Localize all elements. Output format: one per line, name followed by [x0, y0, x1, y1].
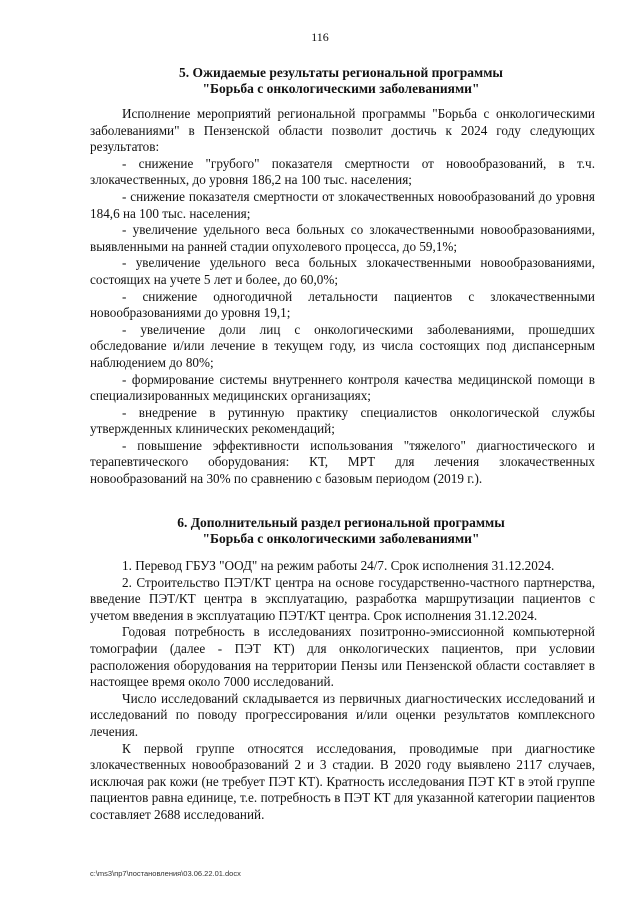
page-number: 116 [311, 30, 329, 44]
paragraph: 2. Строительство ПЭТ/КТ центра на основе государственно-частного партнерства, введение ПЭТ/КТ центра в эксплуатацию, разработка маршрутизации пациентов с учетом введения в эксплуатацию ПЭТ/КТ центра. Срок исполнения 31.12.2024. [90, 574, 595, 623]
file-path-footer: c:\ms3\пр7\постановления\03.06.22.01.docx [90, 869, 241, 878]
paragraph: Исполнение мероприятий региональной программы "Борьба с онкологическими заболеваниями" в Пензенской области позволит достичь к 2024 году следующих результатов: [90, 106, 595, 155]
list-item: - формирование системы внутреннего контроля качества медицинской помощи в специализированных медицинских организациях; [90, 371, 595, 404]
section-6-heading [90, 515, 592, 547]
list-item: - снижение показателя смертности от злокачественных новообразований до уровня 184,6 на 100 тыс. населения; [90, 188, 595, 221]
paragraph: Годовая потребность в исследованиях позитронно-эмиссионной компьютерной томографии (далее - ПЭТ КТ) для онкологических пациентов, при условии расположения оборудования на территории Пензы или Пензенской области составляет в настоящее время около 7000 исследований. [90, 624, 595, 690]
list-item: - увеличение доли лиц с онкологическими заболеваниями, прошедших обследование и/или лечение в текущем году, из числа состоящих под диспансерным наблюдением до 80%; [90, 321, 595, 370]
list-item: - внедрение в рутинную практику специалистов онкологической службы утвержденных клинических рекомендаций; [90, 404, 595, 437]
list-item: - увеличение удельного веса больных злокачественными новообразованиями, состоящих на учете 5 лет и более, до 60,0%; [90, 255, 595, 287]
section-5-title-line1: 5. Ожидаемые результаты региональной программы [179, 65, 503, 80]
list-item: - снижение одногодичной летальности пациентов с злокачественными новообразованиями до уровня 19,1; [90, 288, 595, 321]
section-6-title-line1: 6. Дополнительный раздел региональной программы [177, 515, 505, 530]
list-item: - повышение эффективности использования "тяжелого" диагностического и терапевтического оборудования: КТ, МРТ для лечения злокачественных новообразований на 30% по сравнению с базовым периодом (2019 г.). [90, 437, 595, 487]
section-6-body [90, 558, 595, 824]
section-6-title-line2: "Борьба с онкологическими заболеваниями" [202, 531, 480, 546]
list-item: - увеличение удельного веса больных со злокачественными новообразованиями, выявленными на ранней стадии опухолевого процесса, до 59,1%; [90, 222, 595, 254]
section-5-body [90, 106, 595, 488]
section-5-heading [90, 65, 592, 97]
paragraph: К первой группе относятся исследования, проводимые при диагностике злокачественных новообразований 2 и 3 стадии. В 2020 году выявлено 2117 случаев, исключая рак кожи (не требует ПЭТ КТ). Кратность исследования ПЭТ КТ в этой группе пациентов равна единице, т.е. потребность в ПЭТ КТ для указанной категории пациентов составляет 2688 исследований. [90, 740, 595, 822]
paragraph: Число исследований складывается из первичных диагностических исследований и исследований по поводу прогрессирования и/или оценки результатов комплексного лечения. [90, 690, 595, 739]
section-5-title-line2: "Борьба с онкологическими заболеваниями" [202, 81, 480, 96]
paragraph: 1. Перевод ГБУЗ "ООД" на режим работы 24/7. Срок исполнения 31.12.2024. [122, 558, 555, 573]
list-item: - снижение "грубого" показателя смертности от новообразований, в т.ч. злокачественных, до уровня 186,2 на 100 тыс. населения; [90, 155, 595, 188]
